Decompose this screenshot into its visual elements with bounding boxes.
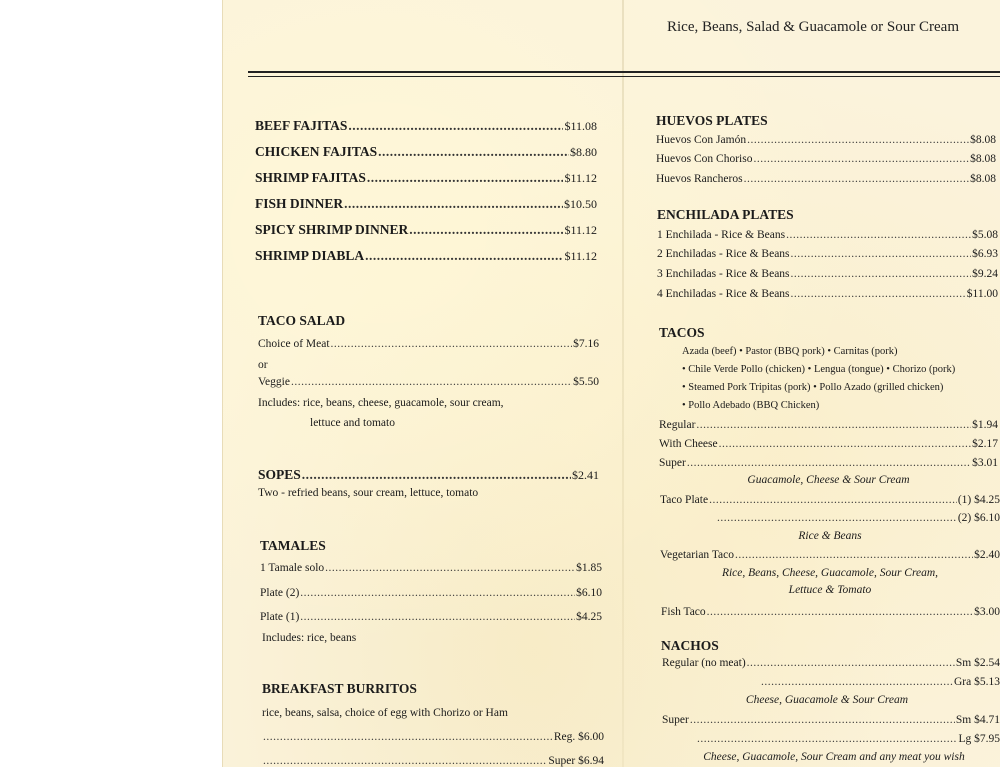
menu-item-vegetarian-taco: Vegetarian Taco ..... $2.40 bbox=[660, 549, 1000, 561]
taco-salad-includes-1: Includes: rice, beans, cheese, guacamole, sour cream, bbox=[258, 397, 504, 409]
menu-item-nachos-regular: Regular (no meat) ..... Sm $2.54 bbox=[662, 657, 1000, 669]
menu-item-huevos-con-choriso: Huevos Con Choriso ..... $8.08 bbox=[656, 153, 996, 165]
menu-item-breakfast-reg: ..... Reg. $6.00 bbox=[262, 731, 604, 743]
menu-item-enchilada-2: 2 Enchiladas - Rice & Beans ..... $6.93 bbox=[657, 248, 998, 260]
page-fold bbox=[622, 0, 624, 767]
menu-item-breakfast-super: ..... Super $6.94 bbox=[262, 755, 604, 767]
section-title-taco-salad: TACO SALAD bbox=[258, 313, 346, 328]
menu-item-huevos-con-jamon: Huevos Con Jamón ..... $8.08 bbox=[656, 134, 996, 146]
menu-item-shrimp-fajitas: SHRIMP FAJITAS ..... $11.12 bbox=[255, 170, 597, 186]
menu-item-shrimp-diabla: SHRIMP DIABLA ..... $11.12 bbox=[255, 248, 597, 264]
section-title-tamales: TAMALES bbox=[260, 538, 326, 553]
tamales-includes: Includes: rice, beans bbox=[262, 632, 357, 644]
menu-item-taco-with-cheese: With Cheese ..... $2.17 bbox=[659, 438, 998, 450]
tacos-meats-line-4: • Pollo Adebado (BBQ Chicken) bbox=[682, 400, 820, 411]
tacos-meats-line-1: Azada (beef) • Pastor (BBQ pork) • Carnitas (pork) bbox=[682, 346, 898, 357]
menu-item-fish-taco: Fish Taco ..... $3.00 bbox=[661, 606, 1000, 618]
nachos-super-note: Cheese, Guacamole, Sour Cream and any meat you wish bbox=[703, 751, 965, 763]
vegetarian-note-2: Lettuce & Tomato bbox=[788, 584, 872, 596]
menu-item-taco-plate: Taco Plate ..... (1) $4.25 bbox=[660, 494, 1000, 506]
menu-item-tamale-plate-1: Plate (1) ..... $4.25 bbox=[260, 611, 602, 623]
menu-item-tamale-plate-2: Plate (2) ..... $6.10 bbox=[260, 587, 602, 599]
menu-item-tamale-solo: 1 Tamale solo ..... $1.85 bbox=[260, 562, 602, 574]
taco-salad-includes-2: lettuce and tomato bbox=[310, 417, 395, 429]
menu-item-enchilada-1: 1 Enchilada - Rice & Beans ..... $5.08 bbox=[657, 229, 998, 241]
taco-plate-note: Rice & Beans bbox=[798, 530, 862, 542]
section-title-huevos-plates: HUEVOS PLATES bbox=[656, 113, 768, 128]
menu-item-taco-regular: Regular ..... $1.94 bbox=[659, 419, 998, 431]
section-title-tacos: TACOS bbox=[659, 325, 705, 340]
section-title-nachos: NACHOS bbox=[661, 638, 719, 653]
menu-item-spicy-shrimp-dinner: SPICY SHRIMP DINNER ..... $11.12 bbox=[255, 222, 597, 238]
header-rule-bottom bbox=[248, 76, 1000, 77]
menu-item-nachos-super-lg: ..... Lg $7.95 bbox=[696, 733, 1000, 745]
tacos-meats-line-3: • Steamed Pork Tripitas (pork) • Pollo Azado (grilled chicken) bbox=[682, 382, 944, 393]
tacos-meats-line-2: • Chile Verde Pollo (chicken) • Lengua (tongue) • Chorizo (pork) bbox=[682, 364, 956, 375]
menu-item-nachos-regular-gra: ..... Gra $5.13 bbox=[760, 676, 1000, 688]
taco-super-note: Guacamole, Cheese & Sour Cream bbox=[747, 474, 910, 486]
menu-item-veggie: Veggie ..... $5.50 bbox=[258, 376, 599, 388]
sopes-description: Two - refried beans, sour cream, lettuce, tomato bbox=[258, 487, 479, 499]
section-title-enchilada-plates: ENCHILADA PLATES bbox=[657, 207, 794, 222]
menu-item-nachos-super: Super ..... Sm $4.71 bbox=[662, 714, 1000, 726]
taco-salad-or: or bbox=[258, 359, 268, 371]
menu-item-choice-of-meat: Choice of Meat ..... $7.16 bbox=[258, 338, 599, 350]
header-title: Rice, Beans, Salad & Guacamole or Sour Cream bbox=[667, 19, 960, 35]
menu-item-huevos-rancheros: Huevos Rancheros ..... $8.08 bbox=[656, 173, 996, 185]
nachos-regular-note: Cheese, Guacamole & Sour Cream bbox=[745, 694, 909, 706]
menu-item-chicken-fajitas: CHICKEN FAJITAS ..... $8.80 bbox=[255, 144, 597, 160]
section-title-breakfast-burritos: BREAKFAST BURRITOS bbox=[262, 681, 417, 696]
header-rule-top bbox=[248, 71, 1000, 73]
menu-item-taco-super: Super ..... $3.01 bbox=[659, 457, 998, 469]
menu-item-enchilada-4: 4 Enchiladas - Rice & Beans ..... $11.00 bbox=[657, 288, 998, 300]
vegetarian-note-1: Rice, Beans, Cheese, Guacamole, Sour Cream, bbox=[721, 567, 939, 579]
menu-item-beef-fajitas: BEEF FAJITAS ..... $11.08 bbox=[255, 118, 597, 134]
menu-item-taco-plate-2: ..... (2) $6.10 bbox=[716, 512, 1000, 524]
menu-item-sopes: SOPES ..... $2.41 bbox=[258, 467, 599, 483]
menu-item-enchilada-3: 3 Enchiladas - Rice & Beans ..... $9.24 bbox=[657, 268, 998, 280]
menu-item-fish-dinner: FISH DINNER ..... $10.50 bbox=[255, 196, 597, 212]
breakfast-description: rice, beans, salsa, choice of egg with Chorizo or Ham bbox=[262, 707, 508, 719]
